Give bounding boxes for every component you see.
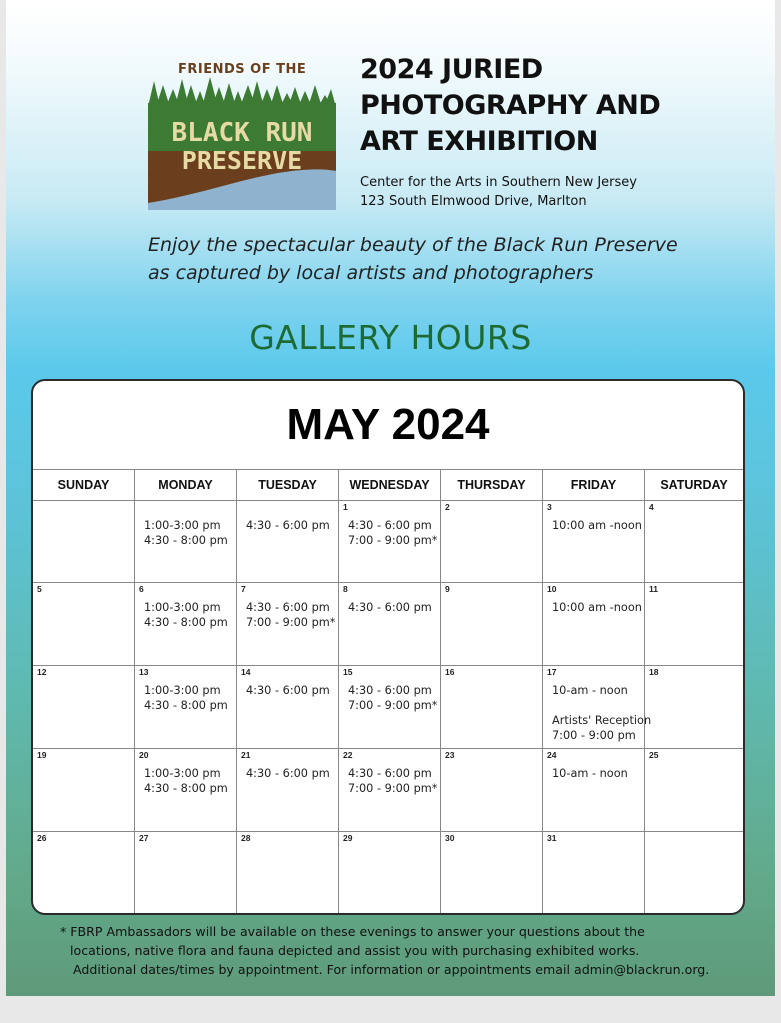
day-number: 3: [547, 502, 552, 512]
calendar-day-cell: [543, 666, 652, 749]
venue-address: [360, 173, 637, 211]
time-slot: 4:30 - 6:00 pm: [246, 767, 330, 780]
logo-top-text: FRIENDS OF THE: [178, 62, 307, 77]
day-number: 31: [547, 833, 557, 843]
day-number: 14: [241, 667, 251, 677]
calendar-day-cell: [441, 749, 543, 832]
day-number: 10: [547, 584, 557, 594]
calendar-day-cell: [33, 583, 135, 666]
day-number: 23: [445, 750, 455, 760]
day-number: 6: [139, 584, 144, 594]
title-line: 2024 JURIED: [360, 54, 543, 85]
time-slot: 4:30 - 8:00 pm: [144, 699, 228, 712]
title-line: PHOTOGRAPHY AND: [360, 90, 661, 121]
time-slot: 1:00-3:00 pm: [144, 767, 221, 780]
calendar: [31, 379, 745, 915]
day-number: 7: [241, 584, 246, 594]
day-number: 26: [37, 833, 47, 843]
footnote: [60, 922, 709, 979]
tagline: [148, 231, 678, 287]
day-number: 19: [37, 750, 47, 760]
gallery-hours-title: GALLERY HOURS: [249, 318, 532, 357]
title-line: ART EXHIBITION: [360, 126, 598, 157]
calendar-day-cell: [237, 666, 339, 749]
black-run-preserve-logo: [148, 55, 336, 210]
day-number: 11: [649, 584, 658, 594]
time-slot: 7:00 - 9:00 pm*: [246, 616, 336, 629]
calendar-day-cell: [339, 832, 441, 915]
day-header-friday: FRIDAY: [543, 470, 645, 501]
day-number: 15: [343, 667, 353, 677]
calendar-day-cell: [339, 501, 441, 583]
day-number: 27: [139, 833, 149, 843]
time-slot: 1:00-3:00 pm: [144, 601, 221, 614]
time-slot: [552, 698, 651, 713]
calendar-day-cell: [135, 583, 237, 666]
time-slot: 7:00 - 9:00 pm*: [348, 782, 438, 795]
calendar-day-cell: [237, 749, 339, 832]
time-slot: 4:30 - 6:00 pm: [348, 601, 432, 614]
time-slot: 4:30 - 6:00 pm: [348, 519, 432, 532]
calendar-day-cell: [135, 666, 237, 749]
time-slot: 7:00 - 9:00 pm*: [348, 699, 438, 712]
gallery-times: [144, 766, 228, 796]
calendar-day-cell: [645, 501, 743, 583]
time-slot: 4:30 - 6:00 pm: [246, 519, 330, 532]
time-slot: 10-am - noon: [552, 767, 628, 780]
calendar-day-cell: [645, 749, 743, 832]
gallery-times: [348, 518, 437, 548]
time-slot: 4:30 - 8:00 pm: [144, 616, 228, 629]
calendar-day-cell: [237, 501, 339, 583]
gallery-times: [552, 600, 642, 615]
gallery-times: [246, 600, 335, 630]
time-slot: 10:00 am -noon: [552, 519, 642, 532]
day-number: 1: [343, 502, 348, 512]
day-number: 20: [139, 750, 149, 760]
gallery-times: [552, 683, 651, 743]
calendar-day-cell: [135, 501, 237, 583]
time-slot: 7:00 - 9:00 pm: [552, 729, 636, 742]
calendar-day-cell: [33, 501, 135, 583]
time-slot: 7:00 - 9:00 pm*: [348, 534, 438, 547]
day-number: 30: [445, 833, 455, 843]
gallery-times: [348, 766, 437, 796]
calendar-day-cell: [441, 832, 543, 915]
gallery-times: [246, 683, 330, 698]
venue-line: 123 South Elmwood Drive, Marlton: [360, 194, 587, 209]
time-slot: 4:30 - 6:00 pm: [246, 601, 330, 614]
calendar-day-cell: [543, 749, 645, 832]
calendar-day-cell: [543, 832, 645, 915]
calendar-day-cell: [543, 501, 645, 583]
time-slot: 4:30 - 6:00 pm: [246, 684, 330, 697]
gallery-times: [552, 518, 642, 533]
logo-line2: PRESERVE: [181, 146, 303, 175]
time-slot: 4:30 - 6:00 pm: [348, 684, 432, 697]
tagline-line: as captured by local artists and photographers: [148, 262, 594, 284]
gallery-times: [552, 766, 628, 781]
time-slot: 10-am - noon: [552, 684, 628, 697]
footnote-line: * FBRP Ambassadors will be available on these evenings to answer your questions about the: [60, 924, 645, 939]
gallery-times: [144, 518, 228, 548]
day-number: 5: [37, 584, 42, 594]
calendar-day-cell: [645, 832, 743, 915]
day-number: 9: [445, 584, 450, 594]
calendar-day-cell: [645, 583, 743, 666]
calendar-day-cell: [33, 749, 135, 832]
calendar-day-cell: [237, 583, 339, 666]
logo-line1: BLACK RUN: [171, 118, 313, 148]
day-number: 2: [445, 502, 450, 512]
calendar-day-cell: [33, 666, 135, 749]
calendar-day-cell: [441, 583, 543, 666]
footnote-line: Additional dates/times by appointment. For information or appointments email admin@blackrun.org.: [73, 962, 710, 977]
time-slot: 10:00 am -noon: [552, 601, 642, 614]
calendar-day-cell: [339, 666, 441, 749]
gallery-times: [246, 766, 330, 781]
gallery-times: [144, 683, 228, 713]
day-number: 12: [37, 667, 47, 677]
calendar-day-cell: [645, 666, 743, 749]
day-number: 17: [547, 667, 557, 677]
calendar-day-cell: [441, 501, 543, 583]
calendar-day-cell: [33, 832, 135, 915]
day-number: 28: [241, 833, 251, 843]
day-number: 8: [343, 584, 348, 594]
day-header-thursday: THURSDAY: [441, 470, 543, 501]
calendar-day-cell: [543, 583, 645, 666]
day-header-sunday: SUNDAY: [33, 470, 135, 501]
footnote-line: locations, native flora and fauna depicted and assist you with purchasing exhibited works.: [70, 943, 640, 958]
day-number: 22: [343, 750, 353, 760]
day-number: 13: [139, 667, 149, 677]
calendar-day-cell: [441, 666, 543, 749]
gallery-times: [144, 600, 228, 630]
day-number: 25: [649, 750, 659, 760]
gallery-times: [348, 600, 432, 615]
day-header-saturday: SATURDAY: [645, 470, 743, 501]
calendar-day-cell: [237, 832, 339, 915]
day-number: 18: [649, 667, 659, 677]
calendar-day-cell: [135, 749, 237, 832]
time-slot: 4:30 - 6:00 pm: [348, 767, 432, 780]
day-header-wednesday: WEDNESDAY: [339, 470, 441, 501]
day-number: 21: [241, 750, 251, 760]
day-number: 16: [445, 667, 455, 677]
venue-line: Center for the Arts in Southern New Jersey: [360, 175, 637, 190]
calendar-month: MAY 2024: [286, 400, 490, 449]
calendar-day-cell: [339, 583, 441, 666]
day-number: 24: [547, 750, 557, 760]
tagline-line: Enjoy the spectacular beauty of the Black Run Preserve: [148, 234, 678, 256]
day-number: 4: [649, 502, 654, 512]
gallery-times: [348, 683, 437, 713]
time-slot: 1:00-3:00 pm: [144, 684, 221, 697]
time-slot: 4:30 - 8:00 pm: [144, 782, 228, 795]
time-slot: 4:30 - 8:00 pm: [144, 534, 228, 547]
calendar-grid: [33, 469, 743, 915]
gallery-times: [246, 518, 330, 533]
calendar-day-cell: [135, 832, 237, 915]
day-header-monday: MONDAY: [135, 470, 237, 501]
time-slot: Artists' Reception: [552, 714, 652, 727]
exhibition-title: [360, 52, 660, 160]
day-number: 29: [343, 833, 353, 843]
time-slot: 1:00-3:00 pm: [144, 519, 221, 532]
calendar-day-cell: [339, 749, 441, 832]
day-header-tuesday: TUESDAY: [237, 470, 339, 501]
